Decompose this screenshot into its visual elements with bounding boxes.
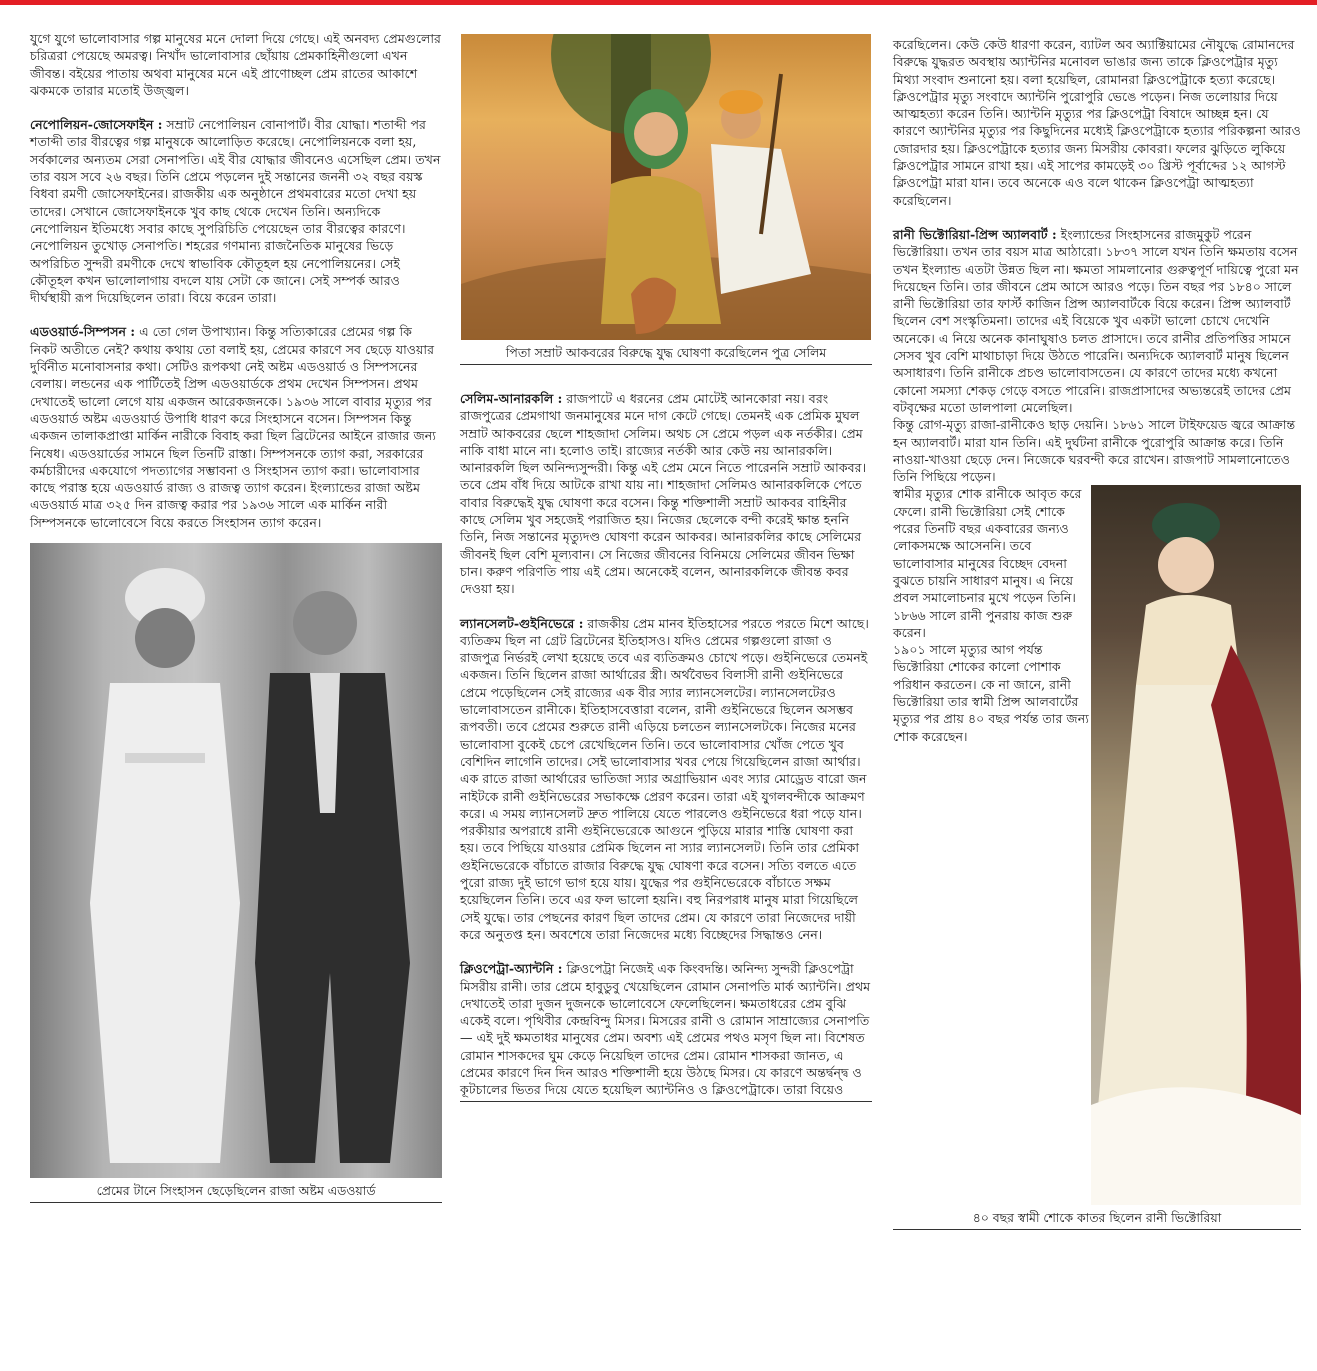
edward-paragraph: [30, 323, 442, 531]
column-middle: [460, 34, 872, 1102]
victoria-portrait: [1091, 485, 1301, 1205]
edward-body: এ তো গেল উপাখ্যান। কিন্তু সত্যিকারের প্রেমের গল্প কি নিকট অতীতে নেই? কথায় কথায় তো বলাই হয়, প্রেমের কারণে সব ছেড়ে যাওয়ার দুর্বিনীত মনোবাসনার কথা। সেটিও রূপকথা নেই অষ্টম এডওয়ার্ড ও সিম্পসনের বেলায়। লন্ডনের এক পার্টিতেই প্রিন্স এডওয়ার্ডকে প্রথম দেখেন সিম্পসন। প্রথম দেখাতেই ভালো লেগে যায় একজন আরেকজনকে। ১৯৩৬ সালে বাবার মৃত্যুর পর এডওয়ার্ড অষ্টম এডওয়ার্ড উপাধি ধারণ করে সিংহাসনে বসেন। সিম্পসন কিন্তু একজন তালাকপ্রাপ্তা মার্কিন নারীকে বিবাহ করা ছিল ব্রিটেনের আইনে রাজার জন্য নিষেধ। এডওয়ার্ডের সামনে ছিল তিনটি রাস্তা। সিম্পসনকে ত্যাগ করা, সরকারের কর্মচারীদের একযোগে পদত্যাগের সম্ভাবনা ও সিংহাসন ত্যাগ করা। ভালোবাসার কাছে পরাস্ত হয়ে এডওয়ার্ড রাজ্য ও রাজত্ব ত্যাগ করেন। ইংল্যান্ডের রাজা অষ্টম এডওয়ার্ড মাত্র ৩২৫ দিন রাজত্ব করার পর ১৯৩৬ সালে এক মার্কিন নারী সিম্পসনকে ভালোবেসে বিয়ে করতে সিংহাসন ত্যাগ করেন।: [30, 324, 436, 530]
cleopatra-body: ক্লিওপেট্রা নিজেই এক কিংবদন্তি। অনিন্দ্য সুন্দরী ক্লিওপেট্রা মিসরীয় রানী। তার প্রেমে হাবুডুবু খেয়েছিলেন রোমান সেনাপতি মার্ক অ্যান্টনি। প্রথম দেখাতেই তারা দুজন দুজনকে ভালোবেসে ফেলেছিলেন। ক্ষমতাধরের প্রেম বুঝি একেই বলে। পৃথিবীর কেন্দ্রবিন্দু মিসর। মিসরের রানী ও রোমান সাম্রাজ্যের সেনাপতি— এই দুই ক্ষমতাধর মানুষের প্রেম। অবশ্য এই প্রেমের পথও মসৃণ ছিল না। বিশেষত রোমান শাসকদের ঘুম কেড়ে নিয়েছিল তাদের প্রেম। রোমান শাসকরা জানত, এ প্রেমের কারণে দিন দিন আরও শক্তিশালী হয়ে উঠছে মিসর। যে কারণে অন্তর্দ্বন্দ্ব ও কূটচালের ভিতর দিয়ে যেতে হয়েছিল অ্যান্টনিও ও ক্লিওপেট্রাকে। তারা বিয়েও: [460, 961, 871, 1098]
victoria-paragraph-3: স্বামীর মৃত্যুর শোক রানীকে আবৃত করে ফেলে। রানী ভিক্টোরিয়া সেই শোকে পরের তিনটি বছর একবারের জন্যও লোকসমক্ষে আসেননি। তবে ভালোবাসার মানুষের বিচ্ছেদ বেদনা বুঝতে চায়নি সাধারণ মানুষ। এ নিয়ে প্রবল সমালোচনার মুখে পড়েন তিনি। ১৮৬৬ সালে রানী পুনরায় কাজ শুরু করেন।: [893, 486, 1082, 640]
victoria-paragraph-2: কিন্তু রোগ-মৃত্যু রাজা-রানীকেও ছাড় দেয়নি। ১৮৬১ সালে টাইফয়েড জ্বরে আক্রান্ত হন অ্যালবার্ট। মারা যান তিনি। এই দুর্ঘটনা রানীকে পুরোপুরি আক্রান্ত করে। তিনি নাওয়া-খাওয়া ছেড়ে দেন। নিজেকে ঘরবন্দী করে রাখেন। রাজপাট সামলানোতেও তিনি পিছিয়ে পড়েন।: [893, 417, 1296, 485]
edward-simpson-photo: [30, 543, 442, 1178]
salim-paragraph: [460, 390, 872, 598]
cleopatra-continued-paragraph: করেছিলেন। কেউ কেউ ধারণা করেন, ব্যাটল অব অ্যাক্টিয়ামের নৌযুদ্ধে রোমানদের বিরুদ্ধে যুদ্ধরত অবস্থায় অ্যান্টনির মনোবল ভাঙার জন্য তাকে ক্লিওপেট্রার মৃত্যু মিথ্যা সংবাদ শুনানো হয়। বলা হয়েছিল, রোমানরা ক্লিওপেট্রাকে হত্যা করেছে। ক্লিওপেট্রার মৃত্যু সংবাদে অ্যান্টনি পুরোপুরি ভেঙে পড়েন। নিজ তলোয়ার দিয়ে আত্মহত্যা করেন তিনি। অ্যান্টনি মৃত্যুর পর ক্লিওপেট্রা বিষাদে আচ্ছন্ন হন। যে কারণে অ্যান্টনির মৃত্যুর পর কিছুদিনের মধ্যেই ক্লিওপেট্রাকে হত্যার পরিকল্পনা আরও জোরদার হয়। ক্লিওপেট্রাকে হত্যার জন্য মিসরীয় কোবরা। ফলের ঝুড়িতে লুকিয়ে ক্লিওপেট্রার সামনে রাখা হয়। এই সাপের কামড়েই ৩০ খ্রিস্ট পূর্বাব্দের ১২ আগস্ট ক্লিওপেট্রা মারা যান। তবে অনেকে এও বলে থাকেন ক্লিওপেট্রা আত্মহত্যা করেছিলেন।: [893, 37, 1301, 208]
victoria-portrait-art: [1091, 485, 1301, 1205]
victoria-wrap-area: [893, 485, 1301, 1205]
column-middle-bottom-rule: [460, 1101, 872, 1102]
column-right: [893, 36, 1301, 1230]
lancelot-body: রাজকীয় প্রেম মানব ইতিহাসের পরতে পরতে মিশে আছে। ব্যতিক্রম ছিল না গ্রেট ব্রিটেনের ইতিহাসও। যদিও প্রেমের গল্পগুলো রাজা ও রাজপুত্র নির্ভরই লেখা হয়েছে তবে এর ব্যতিক্রমও চোখে পড়ে। গুইনিভেরে তেমনই একজন। তিনি ছিলেন রাজা আর্থারের স্ত্রী। অর্থবৈভব বিলাসী রানী গুইনিভেরে প্রেমে পড়েছিলেন সেই রাজ্যের এক বীর স্যার ল্যানসেলটের। ল্যানসেলটেরও ভালোবাসতেন রানীকে। ইতিহাসবেত্তারা বলেন, রানী গুইনিভেরে ছিলেন অসম্ভব রূপবতী। তবে প্রেমের শুরুতে রানী এড়িয়ে চলতেন ল্যানসেলটকে। নিজের মনের ভালোবাসা বুকেই চেপে রেখেছিলেন তিনি। তবে ভালোবাসার খোঁজ পেতে খুব বেশিদিন লাগেনি তাদের। সেই ভালোবাসার খবর পেয়ে গিয়েছিলেন রাজা আর্থার। এক রাতে রাজা আর্থারের ভাতিজা স্যার অগ্রাভিয়ান এবং স্যার মোড্রেড বারো জন নাইটকে রানী গুইনিভেরের সভাকক্ষে প্রেরণ করেন। তারা এই যুগলবন্দীকে আক্রমণ করে। এ সময় ল্যানসেলট দ্রুত পালিয়ে যেতে পারলেও গুইনিভেরে ধরা পড়ে যান। পরকীয়ার অপরাধে রানী গুইনিভেরেকে আগুনে পুড়িয়ে মারার শাস্তি ঘোষণা করা হয়। তবে পিছিয়ে যাওয়ার প্রেমিক ছিলেন না স্যার ল্যানসেলট। তিনি তার প্রেমিকা গুইনিভেরেকে বাঁচাতে রাজার বিরুদ্ধে যুদ্ধ ঘোষণা করে বসেন। সত্যি বলতে এতে পুরো রাজ্য দুই ভাগে ভাগ হয়ে যায়। যুদ্ধের পর গুইনিভেরেকে বাঁচাতে সক্ষম হয়েছিলেন তিনি। তবে এর ফল ভালো হয়নি। বহু নিরপরাধ মানুষ মারা গিয়েছিলে সেই যুদ্ধে। তার পেছনের কারণ ছিল তাদের প্রেম। যে কারণে তারা নিজেদের দায়ী করে অনুতপ্ত হন। অবশেষে তারা নিজেদের মধ্যে বিচ্ছেদের সিদ্ধান্তও নেন।: [460, 615, 869, 942]
victoria-heading: রানী ভিক্টোরিয়া-প্রিন্স অ্যালবার্ট :: [893, 226, 1057, 242]
napoleon-paragraph: [30, 116, 442, 306]
cleopatra-heading: ক্লিওপেট্রা-অ্যান্টনি :: [460, 961, 563, 977]
napoleon-heading: নেপোলিয়ন-জোসেফাইন :: [30, 117, 163, 133]
salim-painting-caption: পিতা সম্রাট আকবরের বিরুদ্ধে যুদ্ধ ঘোষণা করেছিলেন পুত্র সেলিম: [460, 340, 872, 365]
victoria-paragraph-4: ১৯০১ সালে মৃত্যুর আগ পর্যন্ত ভিক্টোরিয়া শোকের কালো পোশাক পরিধান করতেন। কে না জানে, রানী ভিক্টোরিয়া তার স্বামী প্রিন্স আলবার্টের মৃত্যুর পর প্রায় ৪০ বছর পর্যন্ত তার জন্য শোক করেছেন।: [893, 642, 1089, 744]
victoria-paragraph: [893, 226, 1301, 416]
victoria-portrait-caption: ৪০ বছর স্বামী শোকে কাতর ছিলেন রানী ভিক্টোরিয়া: [893, 1205, 1301, 1230]
salim-heading: সেলিম-আনারকলি :: [460, 391, 563, 406]
lancelot-paragraph: [460, 615, 872, 944]
salim-body: রাজপাটে এ ধরনের প্রেম মোটেই আনকোরা নয়। বরং রাজপুত্রের প্রেমগাথা জনমানুষের মনে দাগ কেটে গেছে। তেমনই এক প্রেমিক মুঘল সম্রাট আকবরের ছেলে শাহজাদা সেলিম। অথচ সে প্রেমে পড়ল এক নর্তকীর। প্রেম নাকি বাধা মানে না। হলোও তাই। রাজ্যের নর্তকী আর কেউ নয় আনারকলি। আনারকলি ছিল অনিন্দ্যসুন্দরী। কিন্তু এই প্রেম মেনে নিতে পারেননি সম্রাট আকবর। তবে প্রেম বাঁধ দিয়ে আটকে রাখা যায় না। শাহজাদা সেলিমও আনারকলিকে পেতে বাবার বিরুদ্ধেই যুদ্ধ ঘোষণা করে বসেন। কিন্তু শক্তিশালী সম্রাট আকবর বাহিনীর কাছে সেলিম খুব সহজেই পরাজিত হয়। নিজের ছেলেকে বন্দী করেই ক্ষান্ত হননি তিনি, নিজ সন্তানের মৃত্যুদণ্ড ঘোষণা করেন আকবর। আনারকলির কাছে সেলিমের জীবনই ছিল বেশি মূল্যবান। সে নিজের জীবনের বিনিময়ে সেলিমের জীবন ভিক্ষা চান। করুণ পরিণতি পায় এই প্রেম। অনেকেই বলেন, আনারকলিকে জীবন্ত কবর দেওয়া হয়।: [460, 391, 867, 597]
edward-photo-caption: প্রেমের টানে সিংহাসন ছেড়েছিলেন রাজা অষ্টম এডওয়ার্ড: [30, 1178, 442, 1203]
napoleon-body: সম্রাট নেপোলিয়ন বোনাপার্ট। বীর যোদ্ধা। শতাব্দী পর শতাব্দী তার বীরত্বের গল্প মানুষকে আলোড়িত করেছে। নেপোলিয়নকে বলা হয়, সর্বকালের অন্যতম সেরা সেনাপতি। এই বীর যোদ্ধার জীবনেও এসেছিল প্রেম। তখন তার বয়স সবে ২৬ বছর। তিনি প্রেমে পড়লেন দুই সন্তানের জননী ৩২ বছর বয়স্ক বিধবা রমণী জোসেফাইনের। রাজকীয় এক অনুষ্ঠানে প্রথমবারের মতো দেখা হয় তাদের। সেখানে জোসেফাইনকে খুব কাছ থেকে দেখেন তিনি। অন্যদিকে নেপোলিয়ন ইতিমধ্যে সবার কাছে সুপরিচিতি পেয়েছেন তার বীরত্বের কারণে। নেপোলিয়ন তুখোড় সেনাপতি। শহরের গণমান্য রাজনৈতিক মানুষের ভিড়ে অপরিচিত সুন্দরী রমণীকে দেখে স্বাভাবিক কৌতূহল হয় নেপোলিয়নের। সেই কৌতূহল কখন ভালোলাগায় বদলে যায় সেটা কে জানে। সেই সম্পর্ক আরও দীর্ঘস্থায়ী রূপ দিয়েছিলেন তারা। বিয়ে করেন তারা।: [30, 117, 441, 306]
salim-anarkali-painting-art: [461, 34, 871, 340]
lancelot-heading: ল্যানসেলট-গুইনিভেরে :: [460, 615, 584, 631]
column-left: [30, 30, 442, 1203]
edward-simpson-photo-art: [30, 543, 442, 1178]
cleopatra-paragraph: [460, 960, 872, 1098]
intro-paragraph: যুগে যুগে ভালোবাসার গল্প মানুষের মনে দোলা দিয়ে গেছে। এই অনবদ্য প্রেমগুলোর চরিত্ররা পেয়েছে অমরত্ব। নিখাঁদ ভালোবাসার ছোঁয়ায় প্রেমকাহিনীগুলো এখন জীবন্ত। বইয়ের পাতায় অথবা মানুষের মনে এই প্রাণোচ্ছল প্রেম রাতের আকাশে ঝকমকে তারার মতোই উজ্জ্বল।: [30, 31, 441, 98]
top-accent-bar: [0, 0, 1317, 5]
salim-anarkali-painting: [461, 34, 871, 340]
victoria-body: ইংল্যান্ডের সিংহাসনের রাজমুকুট পরেন ভিক্টোরিয়া। তখন তার বয়স মাত্র আঠারো। ১৮৩৭ সালে যখন তিনি ক্ষমতায় বসেন তখন ইংল্যান্ড এতটা উন্নত ছিল না। ক্ষমতা সামলানোর গুরুত্বপূর্ণ দায়িত্বে পুরো মন দিয়েছেন তিনি। তার জীবনে প্রেম আসে আরও পড়ে। তিন বছর পর ১৮৪০ সালে রানী ভিক্টোরিয়া তার ফার্স্ট কাজিন প্রিন্স অ্যালবার্টকে বিয়ে করেন। প্রিন্স অ্যালবার্ট ছিলেন বেশ সংস্কৃতিমনা। তাদের এই বিয়েকে খুব একটা ভালো চোখে দেখেনি অনেকে। এ নিয়ে অনেক কানাঘুষাও চলত প্রাসাদে। তবে রানীর প্রতিপত্তির সামনে সেসব খুব বেশি মাথাচাড়া দিয়ে উঠতে পারেনি। অন্যদিকে অ্যালবার্ট মানুষ ছিলেন অসাধারণ। তিনি রানীকে প্রচণ্ড ভালোবাসতেন। যে কারণে তাদের মধ্যে কখনো কোনো সমস্যা শেকড় গেড়ে বসতে পারেনি। রাজপ্রাসাদের অভ্যন্তরেই তাদের প্রেম বটবৃক্ষের মতো ডালপালা মেলেছিল।: [893, 226, 1299, 415]
edward-heading: এডওয়ার্ড-সিম্পসন :: [30, 324, 136, 340]
